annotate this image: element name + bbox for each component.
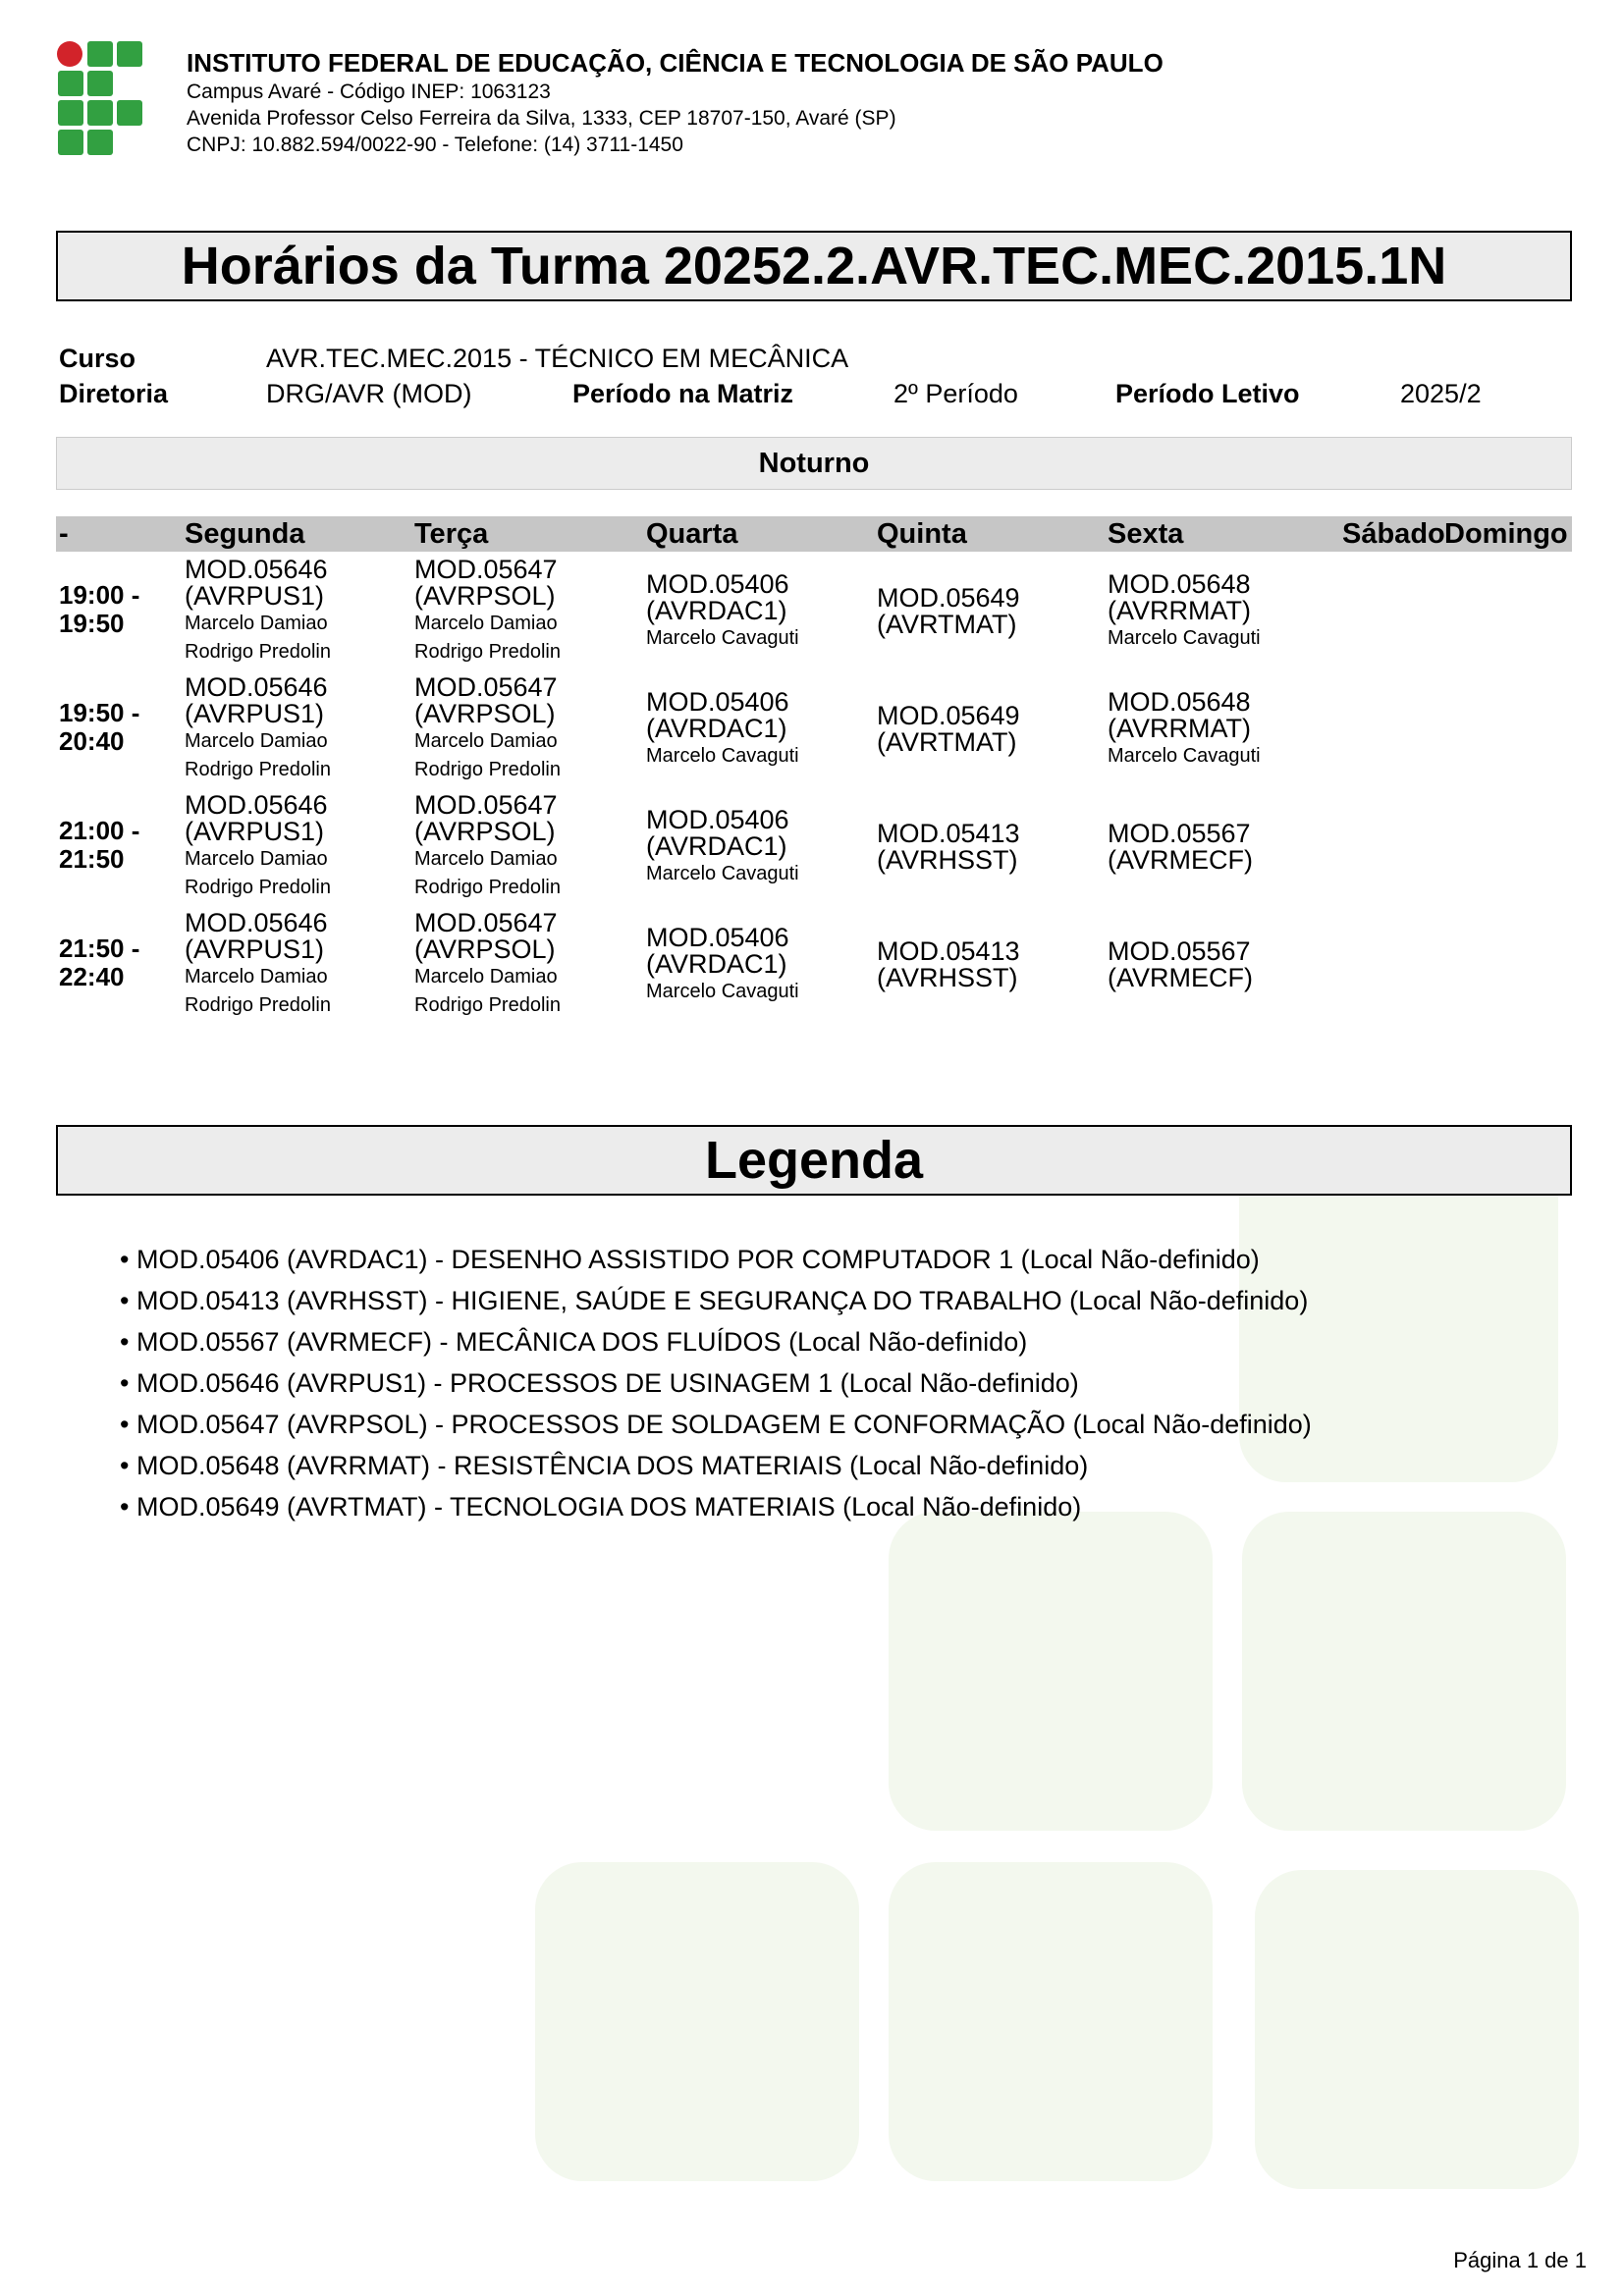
legend-list: [120, 1239, 1312, 1527]
subject-code: MOD.05647: [414, 790, 558, 820]
header-quarta: Quarta: [646, 518, 738, 550]
subject-code: MOD.05567: [1108, 819, 1251, 848]
subject-code: MOD.05647: [414, 908, 558, 937]
subject-code: (AVRPSOL): [414, 934, 556, 964]
schedule-table-header: [56, 516, 1572, 552]
header-sabado: Sábado: [1342, 518, 1445, 550]
subject-code: MOD.05649: [877, 701, 1020, 730]
legend-item: • MOD.05649 (AVRTMAT) - TECNOLOGIA DOS MATERIAIS (Local Não-definido): [120, 1492, 1082, 1522]
schedule-cell: [414, 792, 561, 902]
legend-item: • MOD.05646 (AVRPUS1) - PROCESSOS DE USINAGEM 1 (Local Não-definido): [120, 1368, 1079, 1398]
teacher-name: Marcelo Cavaguti: [1108, 745, 1261, 767]
header-sexta: Sexta: [1108, 518, 1184, 550]
subject-code: MOD.05413: [877, 936, 1020, 966]
page-title: Horários da Turma 20252.2.AVR.TEC.MEC.2015.1N: [56, 231, 1572, 301]
subject-code: MOD.05406: [646, 687, 789, 717]
subject-code: MOD.05648: [1108, 569, 1251, 599]
teacher-name: Marcelo Cavaguti: [646, 981, 799, 1002]
institution-name: INSTITUTO FEDERAL DE EDUCAÇÃO, CIÊNCIA E TECNOLOGIA DE SÃO PAULO: [187, 48, 1164, 78]
subject-code: MOD.05646: [185, 908, 328, 937]
legend-item: • MOD.05567 (AVRMECF) - MECÂNICA DOS FLUÍDOS (Local Não-definido): [120, 1327, 1028, 1357]
teacher-name: Marcelo Cavaguti: [646, 627, 799, 649]
schedule-cell: [646, 571, 799, 653]
teacher-name: Marcelo Damiao: [185, 848, 328, 870]
subject-code: MOD.05649: [877, 583, 1020, 613]
subject-code: (AVRMECF): [1108, 845, 1253, 875]
campus-line: Campus Avaré - Código INEP: 1063123: [187, 80, 551, 103]
schedule-cell: [1108, 821, 1253, 874]
teacher-name: Marcelo Cavaguti: [1108, 627, 1261, 649]
schedule-cell: [646, 689, 799, 771]
subject-code: MOD.05567: [1108, 936, 1251, 966]
schedule-cell: [877, 938, 1020, 991]
diretoria-label: Diretoria: [59, 379, 169, 408]
time-slot-line: 19:00 -: [59, 580, 140, 610]
teacher-name: Marcelo Damiao: [185, 613, 328, 634]
header-segunda: Segunda: [185, 518, 305, 550]
teacher-name: Marcelo Damiao: [185, 730, 328, 752]
subject-code: (AVRHSST): [877, 845, 1018, 875]
subject-code: (AVRPSOL): [414, 817, 556, 846]
subject-code: (AVRDAC1): [646, 831, 787, 861]
periodo-matriz-value: 2º Período: [893, 379, 1018, 408]
time-slot: [59, 581, 139, 638]
cnpj-line: CNPJ: 10.882.594/0022-90 - Telefone: (14) 3711-1450: [187, 133, 683, 156]
subject-code: (AVRTMAT): [877, 610, 1017, 639]
subject-code: (AVRPSOL): [414, 581, 556, 611]
time-slot-line: 21:00 -: [59, 816, 140, 845]
schedule-cell: [1108, 689, 1261, 771]
teacher-name: Rodrigo Predolin: [414, 877, 561, 898]
header-quinta: Quinta: [877, 518, 967, 550]
page-number: Página 1 de 1: [1453, 2248, 1587, 2272]
teacher-name: Marcelo Damiao: [414, 613, 558, 634]
schedule-cell: [1108, 571, 1261, 653]
institution-header: [187, 47, 1164, 158]
subject-code: MOD.05406: [646, 569, 789, 599]
subject-code: MOD.05646: [185, 790, 328, 820]
time-slot-line: 21:50 -: [59, 934, 140, 963]
periodo-letivo-label: Período Letivo: [1115, 379, 1300, 408]
teacher-name: Rodrigo Predolin: [185, 994, 331, 1016]
schedule-cell: [185, 674, 331, 784]
schedule-cell: [185, 557, 331, 667]
teacher-name: Marcelo Cavaguti: [646, 863, 799, 884]
subject-code: MOD.05647: [414, 672, 558, 702]
legend-item: • MOD.05406 (AVRDAC1) - DESENHO ASSISTIDO POR COMPUTADOR 1 (Local Não-definido): [120, 1245, 1260, 1274]
legend-item: • MOD.05413 (AVRHSST) - HIGIENE, SAÚDE E SEGURANÇA DO TRABALHO (Local Não-definido): [120, 1286, 1309, 1315]
subject-code: MOD.05406: [646, 805, 789, 834]
subject-code: (AVRHSST): [877, 963, 1018, 992]
teacher-name: Rodrigo Predolin: [414, 759, 561, 780]
subject-code: MOD.05647: [414, 555, 558, 584]
institution-logo: [57, 41, 143, 155]
time-slot: [59, 699, 139, 756]
subject-code: MOD.05648: [1108, 687, 1251, 717]
schedule-cell: [414, 557, 561, 667]
teacher-name: Rodrigo Predolin: [414, 641, 561, 663]
subject-code: (AVRRMAT): [1108, 714, 1251, 743]
subject-code: (AVRRMAT): [1108, 596, 1251, 625]
schedule-cell: [877, 821, 1020, 874]
teacher-name: Marcelo Damiao: [414, 848, 558, 870]
curso-value: AVR.TEC.MEC.2015 - TÉCNICO EM MECÂNICA: [266, 344, 849, 373]
subject-code: MOD.05646: [185, 672, 328, 702]
header-domingo: Domingo: [1444, 518, 1568, 550]
header-time: -: [59, 518, 69, 550]
periodo-letivo-value: 2025/2: [1400, 379, 1482, 408]
legend-title: Legenda: [56, 1125, 1572, 1196]
subject-code: MOD.05406: [646, 923, 789, 952]
legend-item: • MOD.05648 (AVRRMAT) - RESISTÊNCIA DOS MATERIAIS (Local Não-definido): [120, 1451, 1089, 1480]
time-slot: [59, 817, 139, 874]
subject-code: (AVRPSOL): [414, 699, 556, 728]
teacher-name: Rodrigo Predolin: [414, 994, 561, 1016]
time-slot-line: 19:50 -: [59, 698, 140, 727]
subject-code: (AVRPUS1): [185, 699, 325, 728]
address-line: Avenida Professor Celso Ferreira da Silva, 1333, CEP 18707-150, Avaré (SP): [187, 107, 896, 130]
legend-item: • MOD.05647 (AVRPSOL) - PROCESSOS DE SOLDAGEM E CONFORMAÇÃO (Local Não-definido): [120, 1410, 1312, 1439]
schedule-cell: [877, 703, 1020, 756]
time-slot-line: 21:50: [59, 844, 125, 874]
schedule-cell: [185, 910, 331, 1020]
time-slot-line: 20:40: [59, 726, 125, 756]
schedule-cell: [877, 585, 1020, 638]
schedule-cell: [646, 925, 799, 1006]
teacher-name: Marcelo Damiao: [414, 730, 558, 752]
teacher-name: Marcelo Damiao: [414, 966, 558, 988]
schedule-cell: [1108, 938, 1253, 991]
header-terca: Terça: [414, 518, 489, 550]
teacher-name: Marcelo Cavaguti: [646, 745, 799, 767]
schedule-cell: [414, 674, 561, 784]
schedule-cell: [646, 807, 799, 888]
subject-code: (AVRDAC1): [646, 596, 787, 625]
curso-label: Curso: [59, 344, 136, 373]
subject-code: (AVRPUS1): [185, 817, 325, 846]
schedule-cell: [185, 792, 331, 902]
schedule-cell: [414, 910, 561, 1020]
subject-code: (AVRPUS1): [185, 581, 325, 611]
teacher-name: Rodrigo Predolin: [185, 877, 331, 898]
subject-code: (AVRDAC1): [646, 714, 787, 743]
subject-code: (AVRMECF): [1108, 963, 1253, 992]
diretoria-value: DRG/AVR (MOD): [266, 379, 472, 408]
teacher-name: Marcelo Damiao: [185, 966, 328, 988]
subject-code: (AVRPUS1): [185, 934, 325, 964]
teacher-name: Rodrigo Predolin: [185, 641, 331, 663]
teacher-name: Rodrigo Predolin: [185, 759, 331, 780]
subject-code: (AVRTMAT): [877, 727, 1017, 757]
time-slot-line: 22:40: [59, 962, 125, 991]
shift-header: Noturno: [56, 437, 1572, 490]
subject-code: MOD.05413: [877, 819, 1020, 848]
time-slot-line: 19:50: [59, 609, 125, 638]
subject-code: (AVRDAC1): [646, 949, 787, 979]
time-slot: [59, 934, 139, 991]
periodo-matriz-label: Período na Matriz: [572, 379, 794, 408]
subject-code: MOD.05646: [185, 555, 328, 584]
